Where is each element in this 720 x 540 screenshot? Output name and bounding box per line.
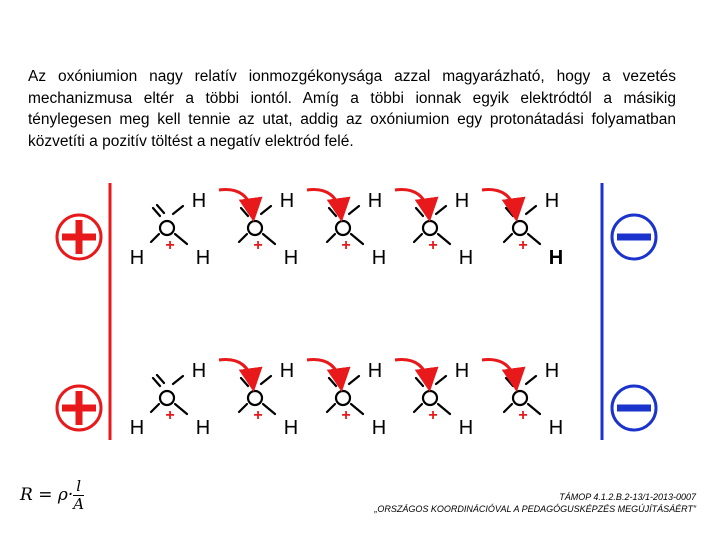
positive-charge: + [341,237,351,254]
positive-charge: + [518,237,528,254]
bond-line [504,404,512,412]
hydrogen-atom: H [548,247,564,269]
anode-plus-icon [57,215,101,259]
bond-line [151,404,159,412]
oxygen-atom [423,391,437,405]
bond-line [173,206,183,214]
hydrogen-atom: H [283,417,299,439]
oxygen-atom [336,391,350,405]
positive-charge: + [428,407,438,424]
bond-line [157,375,164,383]
hydrogen-atom: H [191,360,207,382]
hydrogen-atom: H [195,247,211,269]
positive-charge: + [165,407,175,424]
bond-line [416,208,423,216]
bond-line [329,378,336,386]
formula-lhs: R = ρ· [20,485,74,505]
bond-line [261,206,271,214]
hydrogen-atom: H [367,190,383,212]
bond-line [349,206,359,214]
bond-line [173,376,183,384]
oxygen-atom [336,221,350,235]
oxygen-atom [513,221,527,235]
anode-plus-icon [57,386,101,430]
bond-line [351,404,363,414]
hydrogen-atom: H [454,360,470,382]
footer-project-code: TÁMOP 4.1.2.B.2-13/1-2013-0007 [559,492,696,502]
hydrogen-atom: H [458,417,474,439]
bond-line [528,404,540,414]
hydrogen-atom: H [195,417,211,439]
bond-line [526,376,536,384]
positive-charge: + [253,407,263,424]
oxygen-atom [513,391,527,405]
bond-line [436,376,446,384]
oxygen-atom [248,391,262,405]
oxygen-atom [160,221,174,235]
formula-denominator: A [73,495,85,513]
hydrogen-atom: H [367,360,383,382]
hydrogen-atom: H [279,190,295,212]
bond-line [151,234,159,242]
hydrogen-atom: H [548,417,564,439]
oxygen-atom [248,221,262,235]
formula-numerator: l [73,478,84,496]
bond-line [414,234,422,242]
footer-project-title: „ORSZÁGOS KOORDINÁCIÓVAL A PEDAGÓGUSKÉPZÉS MEGÚJÍTÁSÁÉRT” [374,504,696,514]
positive-charge: + [341,407,351,424]
bond-line [351,234,363,244]
bond-line [438,404,450,414]
bond-line [327,234,335,242]
bond-line [329,208,336,216]
resistance-formula [20,478,84,513]
proton-transfer-arrow [219,360,253,386]
hydrogen-atom: H [458,247,474,269]
bond-line [239,404,247,412]
bond-line [157,205,164,213]
bond-line [175,234,187,244]
proton-transfer-arrow [395,190,429,216]
proton-transfer-arrow [307,360,341,386]
hydrogen-atom: H [544,190,560,212]
hydrogen-atom: H [279,360,295,382]
hydrogen-atom: H [129,247,145,269]
project-footer [250,491,696,515]
bond-line [153,378,160,386]
hydrogen-atom: H [371,247,387,269]
cathode-minus-icon [612,386,656,430]
bond-line [175,404,187,414]
bond-line [528,234,540,244]
explanation-paragraph: Az oxóniumion nagy relatív ionmozgékonysága azzal magyarázható, hogy a vezetés mechanizmusa eltér a többi iontól. Amíg a többi ionnak egyik elektródtól a másikig ténylegesen meg kell tennie az utat, addig az oxóniumion egy protonátadási folyamatban közvetíti a pozitív töltést a negatív elektród felé. [28,68,676,150]
positive-charge: + [518,407,528,424]
bond-line [504,234,512,242]
bond-line [416,378,423,386]
hydrogen-atom: H [129,417,145,439]
positive-charge: + [428,237,438,254]
bond-line [438,234,450,244]
bond-line [261,376,271,384]
positive-charge: + [253,237,263,254]
proton-transfer-arrow [307,190,341,216]
bond-line [327,404,335,412]
bond-line [263,234,275,244]
bond-line [239,234,247,242]
proton-transfer-arrow [395,360,429,386]
bond-line [241,208,248,216]
hydrogen-atom: H [454,190,470,212]
hydrogen-atom: H [371,417,387,439]
bond-line [506,378,513,386]
cathode-minus-icon [612,215,656,259]
bond-line [349,376,359,384]
bond-line [153,208,160,216]
bond-line [506,208,513,216]
positive-charge: + [165,237,175,254]
bond-line [414,404,422,412]
proton-transfer-arrow [219,190,253,216]
hydrogen-atom: H [283,247,299,269]
oxygen-atom [423,221,437,235]
bond-line [263,404,275,414]
oxygen-atom [160,391,174,405]
hydrogen-atom: H [191,190,207,212]
bond-line [436,206,446,214]
hydrogen-atom: H [544,360,560,382]
bond-line [526,206,536,214]
bond-line [241,378,248,386]
